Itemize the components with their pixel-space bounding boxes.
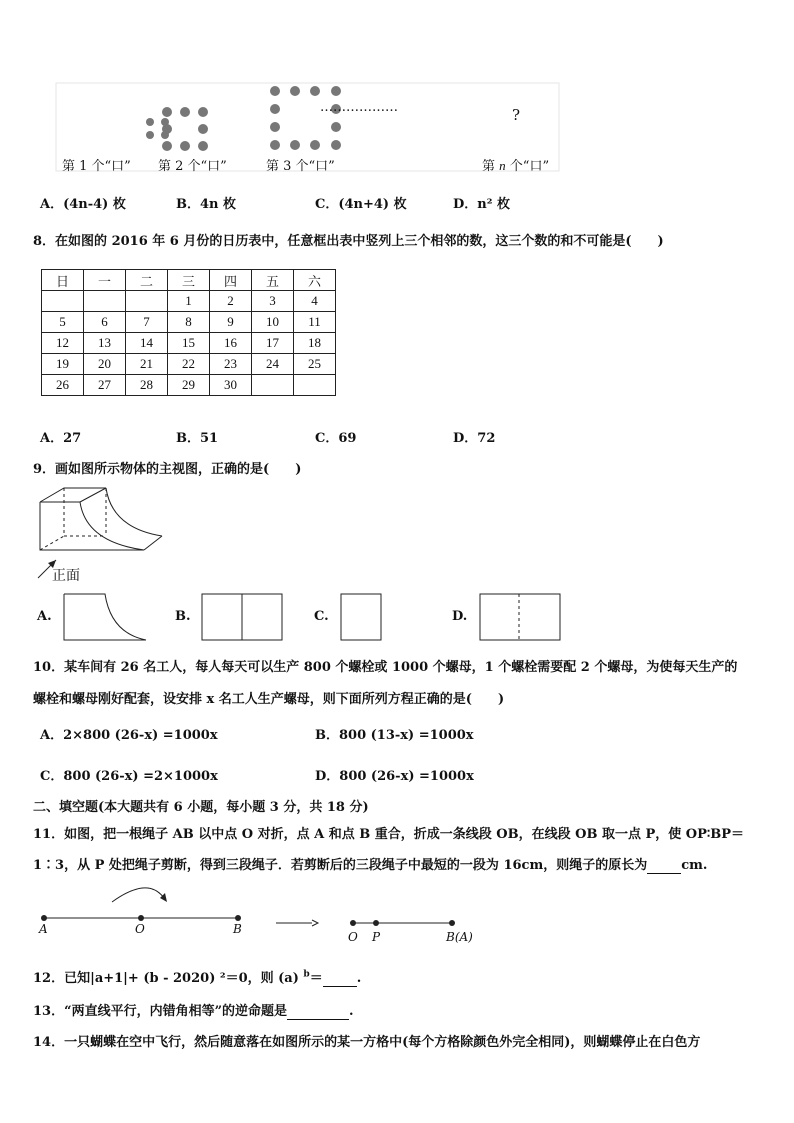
calendar-cell: 13: [84, 333, 126, 354]
q9-option-d-figure[interactable]: [479, 593, 562, 641]
calendar-cell: 21: [126, 354, 168, 375]
q9-option-a-label[interactable]: A.: [37, 609, 52, 624]
q7-option-b[interactable]: B．4n 枚: [176, 197, 237, 212]
calendar-header-cell: 三: [168, 270, 210, 291]
calendar-cell: 22: [168, 354, 210, 375]
calendar-cell: 17: [252, 333, 294, 354]
calendar-cell: 10: [252, 312, 294, 333]
q7-ellipsis: ………………: [320, 100, 398, 115]
q12-text: 12．已知|a+1|+ (b - 2020) ²＝0，则 (a) $^b$＝ .: [33, 969, 362, 986]
calendar-cell: [84, 291, 126, 312]
front-label: 正面: [52, 568, 80, 584]
q11-label-ba: B(A): [446, 930, 473, 944]
calendar-cell: 29: [168, 375, 210, 396]
calendar-header-cell: 日: [42, 270, 84, 291]
q7-label-n: 第 n 个“口”: [482, 158, 550, 174]
q7-label-1: 第 1 个“口”: [62, 159, 131, 174]
q11-label-a: A: [39, 922, 48, 936]
calendar-cell: 11: [294, 312, 336, 333]
q13-answer-blank[interactable]: [287, 1004, 349, 1020]
calendar-cell: 8: [168, 312, 210, 333]
calendar-cell: 28: [126, 375, 168, 396]
q11-rope-figure: [36, 880, 476, 946]
calendar-header-cell: 六: [294, 270, 336, 291]
calendar-cell: 24: [252, 354, 294, 375]
calendar-cell: 20: [84, 354, 126, 375]
calendar-cell: 6: [84, 312, 126, 333]
calendar-cell: 18: [294, 333, 336, 354]
q10-option-d[interactable]: D．800 (26-x) =1000x: [315, 769, 474, 784]
q11-answer-blank[interactable]: [647, 858, 681, 874]
q7-option-a[interactable]: A．(4n-4) 枚: [40, 197, 126, 212]
q9-option-c-figure[interactable]: [340, 593, 383, 641]
q10-stem-line2: 螺栓和螺母刚好配套，设安排 x 名工人生产螺母，则下面所列方程正确的是( ): [33, 692, 505, 707]
calendar-cell: 12: [42, 333, 84, 354]
calendar-cell: [294, 375, 336, 396]
q7-question-mark: ?: [512, 106, 521, 124]
calendar-cell: [42, 291, 84, 312]
q8-option-c[interactable]: C．69: [315, 431, 357, 446]
q7-option-c[interactable]: C．(4n+4) 枚: [315, 197, 407, 212]
q8-option-d[interactable]: D．72: [453, 431, 496, 446]
q9-option-a-figure[interactable]: [63, 593, 147, 641]
calendar-cell: 7: [126, 312, 168, 333]
q11-label-b: B: [233, 922, 242, 936]
calendar-cell: 19: [42, 354, 84, 375]
calendar-cell: 15: [168, 333, 210, 354]
q7-option-d[interactable]: D．n² 枚: [453, 197, 510, 212]
calendar-cell: 4: [294, 291, 336, 312]
calendar-row: [42, 312, 336, 333]
calendar-cell: [126, 291, 168, 312]
calendar-cell: 1: [168, 291, 210, 312]
q9-option-b-label[interactable]: B.: [175, 609, 191, 624]
q7-label-3: 第 3 个“口”: [266, 159, 335, 174]
q8-option-a[interactable]: A．27: [40, 431, 82, 446]
calendar-header-cell: 一: [84, 270, 126, 291]
calendar-row: [42, 354, 336, 375]
q11-label-p: P: [372, 930, 381, 944]
q11-line2: 1∶3，从 P 处把绳子剪断，得到三段绳子．若剪断后的三段绳子中最短的一段为 16cm，则绳子的原长为 cm.: [33, 858, 708, 873]
calendar-cell: 14: [126, 333, 168, 354]
calendar-cell: 30: [210, 375, 252, 396]
q10-option-a[interactable]: A．2×800 (26-x) =1000x: [40, 728, 218, 743]
q9-stem: 9．画如图所示物体的主视图，正确的是( ): [33, 462, 302, 477]
calendar-row: [42, 291, 336, 312]
calendar-cell: 27: [84, 375, 126, 396]
q11-label-o: O: [135, 922, 145, 936]
calendar-header-cell: 四: [210, 270, 252, 291]
q9-option-c-label[interactable]: C.: [314, 609, 329, 624]
calendar-cell: 9: [210, 312, 252, 333]
calendar-cell: 5: [42, 312, 84, 333]
calendar-cell: 2: [210, 291, 252, 312]
q8-option-b[interactable]: B．51: [176, 431, 219, 446]
q10-option-b[interactable]: B．800 (13-x) =1000x: [315, 728, 474, 743]
q11-line1: 11．如图，把一根绳子 AB 以中点 O 对折，点 A 和点 B 重合，折成一条线段 OB，在线段 OB 取一点 P，使 OP∶BP＝: [33, 827, 745, 842]
calendar-cell: 25: [294, 354, 336, 375]
q9-option-d-label[interactable]: D.: [452, 609, 468, 624]
calendar-cell: [252, 375, 294, 396]
calendar-cell: 16: [210, 333, 252, 354]
calendar-cell: 3: [252, 291, 294, 312]
calendar-cell: 26: [42, 375, 84, 396]
q7-label-2: 第 2 个“口”: [158, 159, 227, 174]
q10-option-c[interactable]: C．800 (26-x) =2×1000x: [40, 769, 218, 784]
calendar-row: [42, 375, 336, 396]
calendar-cell: 23: [210, 354, 252, 375]
calendar-row: [42, 333, 336, 354]
q9-option-b-figure[interactable]: [201, 593, 284, 641]
calendar-header-cell: 五: [252, 270, 294, 291]
calendar-table: [41, 269, 336, 396]
q11-label-o2: O: [348, 930, 358, 944]
section-2-heading: 二、填空题(本大题共有 6 小题，每小题 3 分，共 18 分): [33, 800, 369, 815]
q8-stem: 8．在如图的 2016 年 6 月份的日历表中，任意框出表中竖列上三个相邻的数，这三个数的和不可能是( ): [33, 234, 664, 249]
q14-line1: 14．一只蝴蝶在空中飞行，然后随意落在如图所示的某一方格中(每个方格除颜色外完全相同)，则蝴蝶停止在白色方: [33, 1035, 701, 1050]
q10-stem-line1: 10．某车间有 26 名工人，每人每天可以生产 800 个螺栓或 1000 个螺母，1 个螺栓需要配 2 个螺母，为使每天生产的: [33, 660, 738, 675]
calendar-header-row: [42, 270, 336, 291]
calendar-header-cell: 二: [126, 270, 168, 291]
q13-text: 13．“两直线平行，内错角相等”的逆命题是 .: [33, 1004, 354, 1019]
q12-answer-blank[interactable]: [323, 971, 357, 987]
